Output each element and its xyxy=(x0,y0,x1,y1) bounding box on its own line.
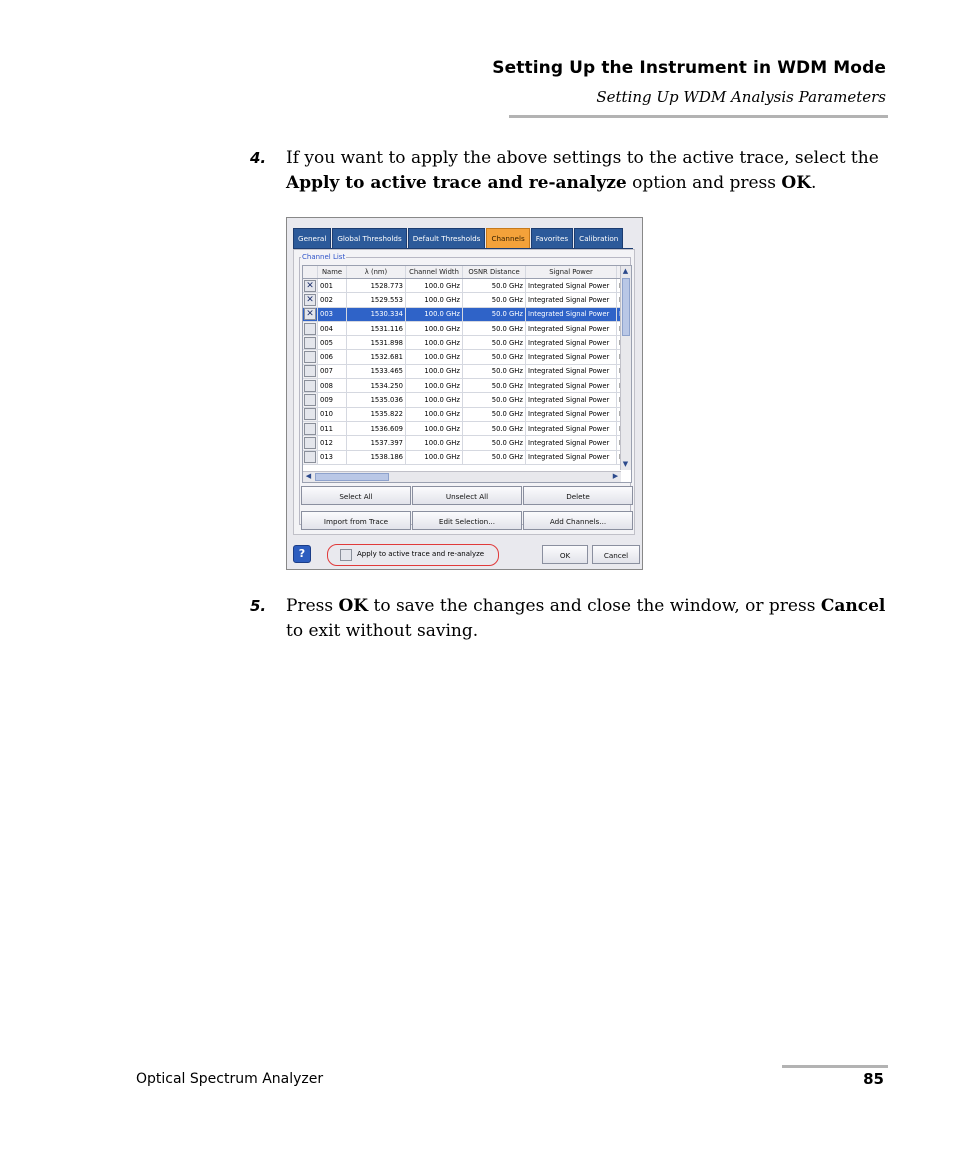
table-cell: 1529.553 xyxy=(347,293,406,307)
scroll-down-icon[interactable]: ▼ xyxy=(622,460,629,468)
step-text xyxy=(286,146,886,196)
table-row[interactable] xyxy=(303,307,632,321)
delete-button[interactable]: Delete xyxy=(523,486,633,505)
table-cell: 50.0 GHz xyxy=(463,279,526,293)
vertical-scrollbar[interactable] xyxy=(620,266,631,470)
table-row[interactable] xyxy=(303,393,632,407)
table-cell: 013 xyxy=(318,450,347,464)
table-row[interactable] xyxy=(303,350,632,364)
table-cell: 100.0 GHz xyxy=(406,336,463,350)
step-text-bold: Cancel xyxy=(820,596,886,616)
table-cell: Integrated Signal Power xyxy=(526,364,617,378)
table-row[interactable] xyxy=(303,293,632,307)
table-cell: 100.0 GHz xyxy=(406,293,463,307)
row-checkbox-cell xyxy=(303,436,318,450)
row-checkbox[interactable] xyxy=(304,437,316,449)
table-cell: 100.0 GHz xyxy=(406,393,463,407)
horizontal-scrollbar[interactable] xyxy=(303,471,621,482)
apply-option-highlight xyxy=(327,544,499,566)
channels-panel xyxy=(293,249,635,535)
scroll-up-icon[interactable]: ▲ xyxy=(622,267,629,275)
add-channels-button[interactable]: Add Channels... xyxy=(523,511,633,530)
help-icon[interactable]: ? xyxy=(293,545,311,563)
row-checkbox[interactable] xyxy=(304,323,316,335)
table-cell: 50.0 GHz xyxy=(463,321,526,335)
table-row[interactable] xyxy=(303,379,632,393)
table-cell: 100.0 GHz xyxy=(406,379,463,393)
page-number: 85 xyxy=(863,1070,884,1088)
step-text-part: option and press xyxy=(626,173,782,193)
table-cell: 50.0 GHz xyxy=(463,350,526,364)
table-cell: Integrated Signal Power xyxy=(526,279,617,293)
tab-favorites[interactable]: Favorites xyxy=(531,228,573,249)
footer-rule xyxy=(782,1065,888,1068)
table-cell: 100.0 GHz xyxy=(406,407,463,421)
table-cell: 003 xyxy=(318,307,347,321)
column-header-select xyxy=(303,266,318,279)
settings-dialog xyxy=(286,217,643,570)
table-cell: 50.0 GHz xyxy=(463,450,526,464)
row-checkbox-cell xyxy=(303,364,318,378)
row-checkbox-cell xyxy=(303,336,318,350)
row-checkbox[interactable] xyxy=(304,380,316,392)
checked-x-icon[interactable]: ✕ xyxy=(304,294,316,306)
table-cell: 001 xyxy=(318,279,347,293)
table-cell: 50.0 GHz xyxy=(463,293,526,307)
table-cell: 011 xyxy=(318,421,347,435)
apply-checkbox-label[interactable]: Apply to active trace and re-analyze xyxy=(357,550,485,558)
table-row[interactable] xyxy=(303,336,632,350)
row-checkbox[interactable] xyxy=(304,451,316,463)
table-cell: Integrated Signal Power xyxy=(526,336,617,350)
channel-table xyxy=(303,266,632,465)
unselect-all-button[interactable]: Unselect All xyxy=(412,486,522,505)
import-from-trace-button[interactable]: Import from Trace xyxy=(301,511,411,530)
tab-default-thresholds[interactable]: Default Thresholds xyxy=(408,228,486,249)
cancel-button[interactable]: Cancel xyxy=(592,545,640,564)
table-row[interactable] xyxy=(303,450,632,464)
table-cell: 1538.186 xyxy=(347,450,406,464)
row-checkbox-cell xyxy=(303,407,318,421)
row-checkbox-cell xyxy=(303,307,318,321)
table-cell: Integrated Signal Power xyxy=(526,407,617,421)
select-all-button[interactable]: Select All xyxy=(301,486,411,505)
table-cell: Integrated Signal Power xyxy=(526,421,617,435)
table-row[interactable] xyxy=(303,364,632,378)
column-header[interactable]: Name xyxy=(318,266,347,279)
table-cell: 1536.609 xyxy=(347,421,406,435)
row-checkbox[interactable] xyxy=(304,351,316,363)
table-cell: 100.0 GHz xyxy=(406,307,463,321)
horizontal-scroll-thumb[interactable] xyxy=(315,473,389,481)
column-header[interactable]: OSNR Distance xyxy=(463,266,526,279)
row-checkbox-cell xyxy=(303,393,318,407)
step-text-bold: OK xyxy=(781,173,811,193)
row-checkbox-cell xyxy=(303,279,318,293)
step-number: 5. xyxy=(250,597,267,615)
header-rule xyxy=(509,115,888,118)
table-cell: 1533.465 xyxy=(347,364,406,378)
row-checkbox-cell xyxy=(303,450,318,464)
table-cell: 004 xyxy=(318,321,347,335)
edit-selection-button[interactable]: Edit Selection... xyxy=(412,511,522,530)
row-checkbox[interactable] xyxy=(304,423,316,435)
table-cell: 100.0 GHz xyxy=(406,421,463,435)
tab-calibration[interactable]: Calibration xyxy=(574,228,623,249)
table-cell: 50.0 GHz xyxy=(463,407,526,421)
table-cell: 007 xyxy=(318,364,347,378)
table-cell: Integrated Signal Power xyxy=(526,293,617,307)
table-cell: 50.0 GHz xyxy=(463,336,526,350)
table-cell: 1530.334 xyxy=(347,307,406,321)
table-row[interactable] xyxy=(303,321,632,335)
table-cell: 100.0 GHz xyxy=(406,364,463,378)
column-header[interactable]: Channel Width xyxy=(406,266,463,279)
table-cell: 50.0 GHz xyxy=(463,436,526,450)
column-header[interactable]: Signal Power xyxy=(526,266,617,279)
apply-checkbox[interactable] xyxy=(340,549,352,561)
checked-x-icon[interactable]: ✕ xyxy=(304,308,316,320)
step-number: 4. xyxy=(250,149,267,167)
table-cell: Integrated Signal Power xyxy=(526,450,617,464)
table-cell: Integrated Signal Power xyxy=(526,436,617,450)
row-checkbox-cell xyxy=(303,379,318,393)
table-body xyxy=(303,279,632,465)
table-cell: 50.0 GHz xyxy=(463,393,526,407)
table-cell: 009 xyxy=(318,393,347,407)
table-cell: Integrated Signal Power xyxy=(526,379,617,393)
checked-x-icon[interactable]: ✕ xyxy=(304,280,316,292)
table-cell: Integrated Signal Power xyxy=(526,321,617,335)
table-cell: 008 xyxy=(318,379,347,393)
row-checkbox[interactable] xyxy=(304,337,316,349)
table-cell: Integrated Signal Power xyxy=(526,307,617,321)
tab-strip xyxy=(293,228,624,248)
step-text-part: . xyxy=(811,173,817,193)
table-cell: 1537.397 xyxy=(347,436,406,450)
table-cell: 50.0 GHz xyxy=(463,364,526,378)
table-cell: 1535.822 xyxy=(347,407,406,421)
table-cell: 005 xyxy=(318,336,347,350)
step-text-part: to exit without saving. xyxy=(286,621,479,641)
table-row[interactable] xyxy=(303,436,632,450)
table-cell: 012 xyxy=(318,436,347,450)
row-checkbox-cell xyxy=(303,293,318,307)
footer-title: Optical Spectrum Analyzer xyxy=(136,1071,324,1087)
table-row[interactable] xyxy=(303,279,632,293)
table-cell: 100.0 GHz xyxy=(406,450,463,464)
tab-general[interactable]: General xyxy=(293,228,331,249)
table-cell: 1528.773 xyxy=(347,279,406,293)
row-checkbox-cell xyxy=(303,350,318,364)
step-text-part: Press xyxy=(286,596,339,616)
channel-grid[interactable] xyxy=(302,265,632,483)
table-row[interactable] xyxy=(303,407,632,421)
column-header[interactable]: λ (nm) xyxy=(347,266,406,279)
table-cell: Integrated Signal Power xyxy=(526,350,617,364)
vertical-scroll-thumb[interactable] xyxy=(622,278,630,336)
table-cell: 50.0 GHz xyxy=(463,421,526,435)
row-checkbox-cell xyxy=(303,321,318,335)
scroll-right-icon[interactable]: ▶ xyxy=(612,472,619,480)
step-text-part: If you want to apply the above settings to the active trace, select the xyxy=(286,148,879,168)
table-cell: Integrated Signal Power xyxy=(526,393,617,407)
step-text-part: to save the changes and close the window, or press xyxy=(368,596,821,616)
table-cell: 1535.036 xyxy=(347,393,406,407)
channel-list-label: Channel List xyxy=(302,253,346,261)
table-cell: 100.0 GHz xyxy=(406,279,463,293)
table-header xyxy=(303,266,632,279)
table-cell: 1534.250 xyxy=(347,379,406,393)
tab-global-thresholds[interactable]: Global Thresholds xyxy=(332,228,406,249)
running-header-title: Setting Up the Instrument in WDM Mode xyxy=(492,58,886,78)
table-cell: 50.0 GHz xyxy=(463,307,526,321)
row-checkbox-cell xyxy=(303,421,318,435)
table-cell: 002 xyxy=(318,293,347,307)
table-cell: 100.0 GHz xyxy=(406,436,463,450)
table-cell: 100.0 GHz xyxy=(406,321,463,335)
table-cell: 1531.898 xyxy=(347,336,406,350)
table-cell: 006 xyxy=(318,350,347,364)
step-text-bold: OK xyxy=(338,596,369,616)
table-cell: 50.0 GHz xyxy=(463,379,526,393)
row-checkbox[interactable] xyxy=(304,394,316,406)
row-checkbox[interactable] xyxy=(304,365,316,377)
running-header-subtitle: Setting Up WDM Analysis Parameters xyxy=(596,88,886,106)
table-row[interactable] xyxy=(303,421,632,435)
ok-button[interactable]: OK xyxy=(542,545,588,564)
table-cell: 1532.681 xyxy=(347,350,406,364)
table-cell: 100.0 GHz xyxy=(406,350,463,364)
tab-channels[interactable]: Channels xyxy=(486,228,529,249)
step-text-bold: Apply to active trace and re-analyze xyxy=(286,173,627,193)
scroll-left-icon[interactable]: ◀ xyxy=(305,472,312,480)
row-checkbox[interactable] xyxy=(304,408,316,420)
table-cell: 010 xyxy=(318,407,347,421)
step-text xyxy=(286,594,886,644)
table-cell: 1531.116 xyxy=(347,321,406,335)
